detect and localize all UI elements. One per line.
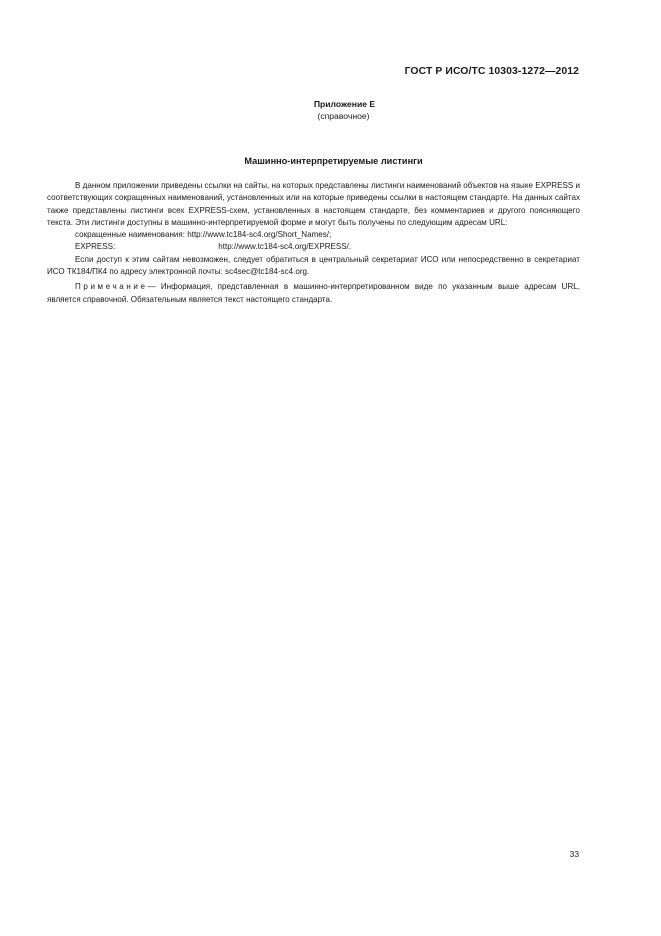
- note-label: Примечание: [75, 282, 148, 292]
- document-body: [47, 180, 580, 306]
- page-number: 33: [569, 849, 579, 859]
- url-link[interactable]: http://www.tc184-sc4.org/EXPRESS/.: [218, 242, 352, 252]
- annex-type: (справочное): [317, 111, 370, 121]
- section-title: Машинно-интерпретируемые листинги: [244, 156, 423, 166]
- annex-label: Приложение Е: [313, 99, 376, 109]
- annex-heading: [0, 98, 661, 122]
- note-paragraph: [47, 281, 580, 306]
- url-label: сокращенные наименования:: [75, 230, 185, 240]
- url-item-short-names: [47, 229, 580, 241]
- url-label: EXPRESS:: [75, 242, 116, 252]
- intro-paragraph: В данном приложении приведены ссылки на сайты, на которых представлены листинги наименований объектов на языке EXPRESS и соответствующих сокращенных наименований, установленных или на которые приведены ссылки в настоящем стандарте. На данных сайтах также представлены листинги всех EXPRESS-схем, установленных в настоящем стандарте, без комментариев и другого поясняющего текста. Эти листинги доступны в машинно-интерпретируемой форме и могут быть получены по следующим адресам URL:: [47, 181, 580, 227]
- note-text: — Информация, представленная в машинно-интерпретированном виде по указанным выше адресам URL, является справочной. Обязательным является текст настоящего стандарта.: [47, 282, 580, 304]
- url-link[interactable]: http://www.tc184-sc4.org/Short_Names/;: [187, 230, 332, 240]
- contact-paragraph: Если доступ к этим сайтам невозможен, следует обратиться в центральный секретариат ИСО или непосредственно в секретариат ИСО ТК184/ПК4 по адресу электронной почты: sc4sec@tc184-sc4.org.: [47, 254, 580, 277]
- standard-header: ГОСТ Р ИСО/ТС 10303-1272—2012: [404, 66, 579, 77]
- url-item-express: [47, 241, 580, 253]
